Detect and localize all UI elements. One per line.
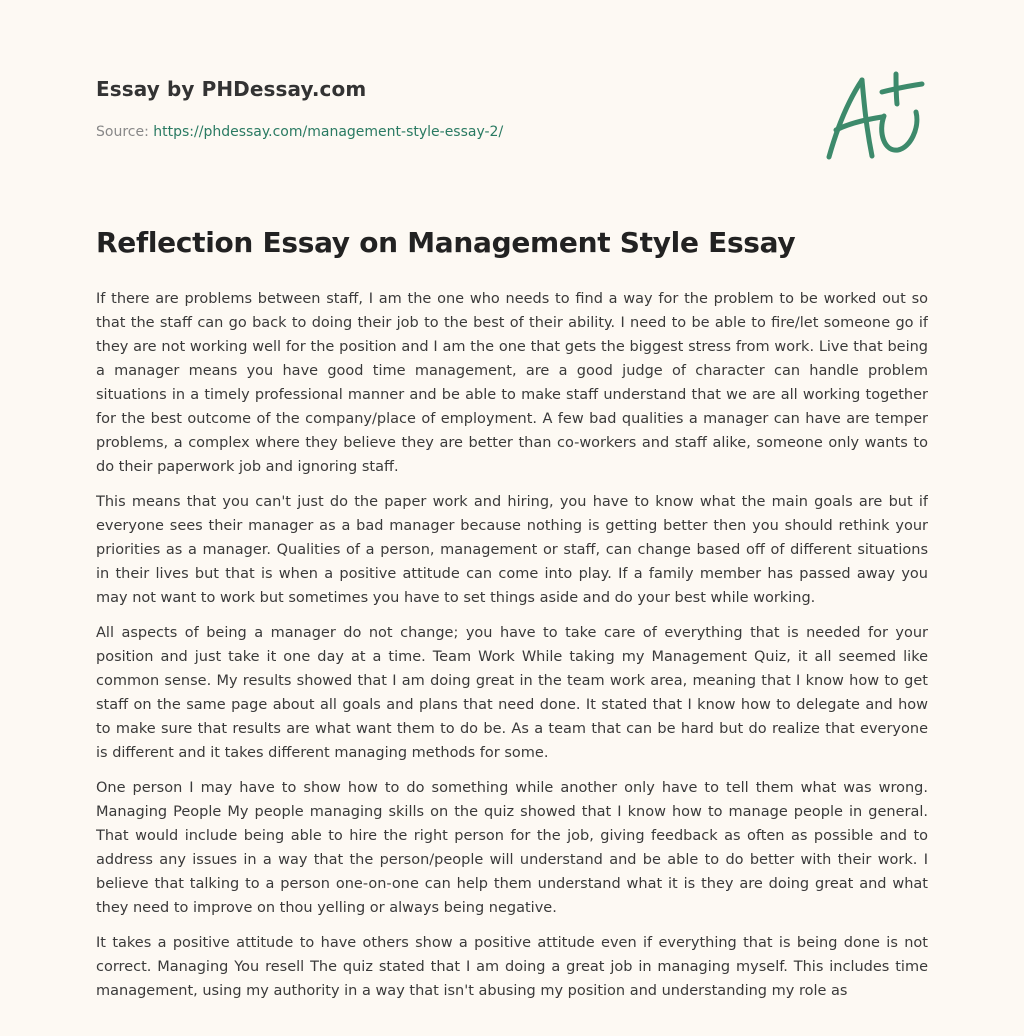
essay-paragraph: If there are problems between staff, I am the one who needs to find a way for the problem to be worked out so that the staff can go back to doing their job to the best of their ability. I need to be able to fire/let someone go if they are not working well for the position and I am the one that gets the biggest stress from work. Live that being a manager means you have good time management, are a good judge of character can handle problem situations in a timely professional manner and be able to make staff understand that we are all working together for the best outcome of the company/place of employment. A few bad qualities a manager can have are temper problems, a complex where they believe they are better than co-workers and staff alike, someone only wants to do their paperwork job and ignoring staff. <box>96 291 928 475</box>
essay-title: Reflection Essay on Management Style Essay <box>96 226 796 259</box>
a-plus-logo-icon <box>822 70 926 162</box>
source-link[interactable]: https://phdessay.com/management-style-essay-2/ <box>153 124 504 140</box>
essay-body <box>96 287 928 1036</box>
source-line <box>96 124 503 140</box>
site-title: Essay by PHDessay.com <box>96 77 367 101</box>
essay-paragraph: It takes a positive attitude to have others show a positive attitude even if everything that is being done is not correct. Managing You resell The quiz stated that I am doing a great job in managing myself. This includes time management, using my authority in a way that isn't abusing my position and understanding my role as <box>96 935 928 999</box>
essay-paragraph: This means that you can't just do the paper work and hiring, you have to know what the main goals are but if everyone sees their manager as a bad manager because nothing is getting better then you should rethink your priorities as a manager. Qualities of a person, management or staff, can change based off of different situations in their lives but that is when a positive attitude can come into play. If a family member has passed away you may not want to work but sometimes you have to set things aside and do your best while working. <box>96 494 928 606</box>
source-label: Source: <box>96 124 149 140</box>
essay-paragraph: One person I may have to show how to do something while another only have to tell them what was wrong. Managing People My people managing skills on the quiz showed that I know how to manage people in general. That would include being able to hire the right person for the job, giving feedback as often as possible and to address any issues in a way that the person/people will understand and be able to do better with their work. I believe that talking to a person one-on-one can help them understand what it is they are doing great and what they need to improve on thou yelling or always being negative. <box>96 780 928 916</box>
essay-paragraph: All aspects of being a manager do not change; you have to take care of everything that is needed for your position and just take it one day at a time. Team Work While taking my Management Quiz, it all seemed like common sense. My results showed that I am doing great in the team work area, meaning that I know how to get staff on the same page about all goals and plans that need done. It stated that I know how to delegate and how to make sure that results are what want them to do be. As a team that can be hard but do realize that everyone is different and it takes different managing methods for some. <box>96 625 928 761</box>
